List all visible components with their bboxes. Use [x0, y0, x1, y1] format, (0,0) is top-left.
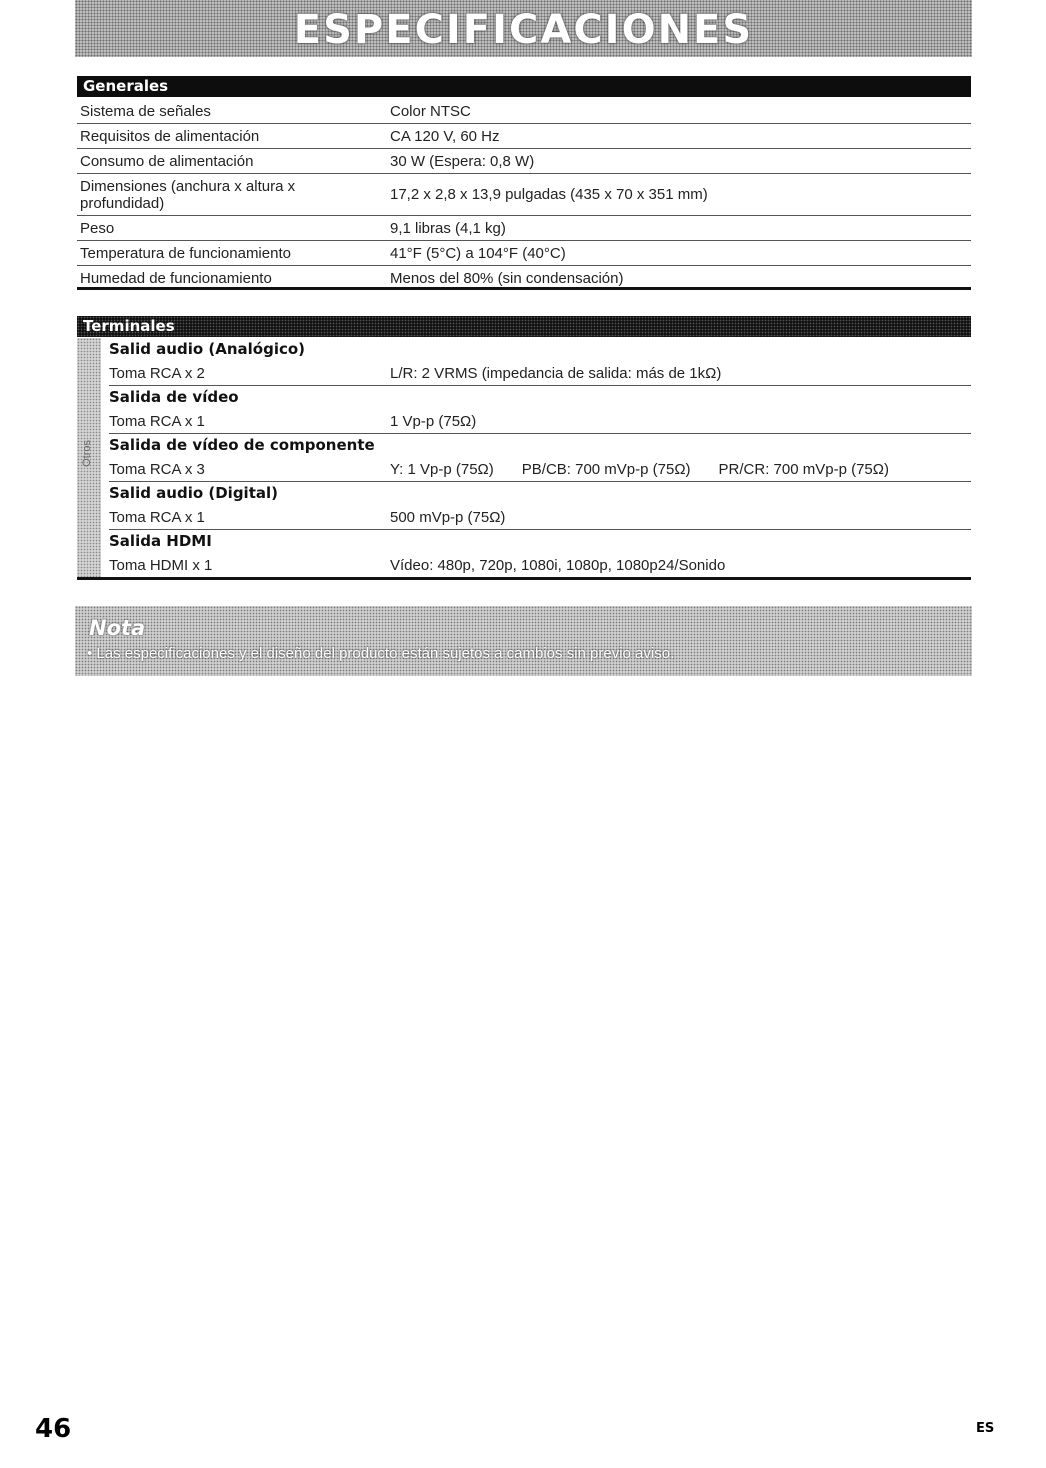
terminal-group: [109, 338, 971, 386]
spec-value: PB/CB: 700 mVp-p (75Ω): [521, 460, 691, 478]
terminal-group: [109, 386, 971, 434]
note-box: [75, 606, 972, 676]
section-divider: [77, 287, 971, 290]
spec-label: Requisitos de alimentación: [80, 127, 260, 145]
spec-label: Temperatura de funcionamiento: [80, 244, 291, 262]
section-divider: [77, 577, 971, 580]
spec-value: 1 Vp-p (75Ω): [390, 412, 477, 430]
terminal-group: [109, 530, 971, 577]
terminal-group: [109, 482, 971, 530]
group-title: Salid audio (Analógico): [109, 340, 306, 358]
spec-value: L/R: 2 VRMS (impedancia de salida: más de 1kΩ): [390, 364, 722, 382]
table-row: [109, 553, 971, 577]
terminales-table: [77, 338, 971, 577]
note-item: • Las especificaciones y el diseño del producto están sujetos a cambios sin previo aviso.: [87, 645, 675, 662]
spec-value: 9,1 libras (4,1 kg): [390, 219, 506, 237]
table-row: [109, 409, 971, 434]
table-row: [77, 124, 971, 149]
table-row: [109, 457, 971, 482]
table-row: [77, 241, 971, 266]
spec-label: Toma RCA x 2: [109, 364, 205, 382]
language-code: ES: [976, 1421, 995, 1436]
spec-label: Sistema de señales: [80, 102, 211, 120]
table-row: [109, 505, 971, 530]
table-row: [77, 174, 971, 216]
group-title: Salida de vídeo: [109, 388, 239, 406]
spec-value: 17,2 x 2,8 x 13,9 pulgadas (435 x 70 x 351 mm): [390, 186, 708, 203]
table-row: [77, 216, 971, 241]
group-title: Salida de vídeo de componente: [109, 436, 375, 454]
spec-value: 30 W (Espera: 0,8 W): [390, 152, 535, 170]
spec-value: PR/CR: 700 mVp-p (75Ω): [718, 460, 889, 478]
section-header-generales: Generales: [77, 76, 971, 97]
spec-label: Toma RCA x 3: [109, 460, 205, 478]
generales-table: [77, 99, 971, 290]
side-tab-label: Otros: [81, 440, 93, 467]
page-number: 46: [35, 1414, 72, 1444]
spec-value: Color NTSC: [390, 102, 471, 120]
table-row: [109, 361, 971, 386]
spec-label: Dimensiones (anchura x altura x profundidad): [80, 177, 296, 212]
spec-value: Y: 1 Vp-p (75Ω): [390, 460, 494, 478]
spec-label: Peso: [80, 219, 115, 237]
spec-value: 500 mVp-p (75Ω): [390, 508, 506, 526]
spec-label: Toma RCA x 1: [109, 412, 205, 430]
spec-label: Toma HDMI x 1: [109, 556, 213, 574]
group-title: Salida HDMI: [109, 532, 212, 550]
note-title: Nota: [89, 616, 146, 640]
side-tab: [77, 338, 101, 578]
spec-value: 41°F (5°C) a 104°F (40°C): [390, 244, 566, 262]
spec-label: Humedad de funcionamiento: [80, 269, 272, 287]
spec-value: CA 120 V, 60 Hz: [390, 127, 500, 145]
title-banner: [75, 0, 972, 57]
spec-value: Vídeo: 480p, 720p, 1080i, 1080p, 1080p24/Sonido: [390, 556, 726, 574]
spec-value: Menos del 80% (sin condensación): [390, 269, 624, 287]
terminal-group: [109, 434, 971, 482]
section-header-terminales: Terminales: [77, 316, 971, 337]
table-row: [77, 149, 971, 174]
page-title: ESPECIFICACIONES: [293, 7, 754, 53]
spec-label: Consumo de alimentación: [80, 152, 254, 170]
group-title: Salid audio (Digital): [109, 484, 278, 502]
table-row: [77, 99, 971, 124]
spec-label: Toma RCA x 1: [109, 508, 205, 526]
